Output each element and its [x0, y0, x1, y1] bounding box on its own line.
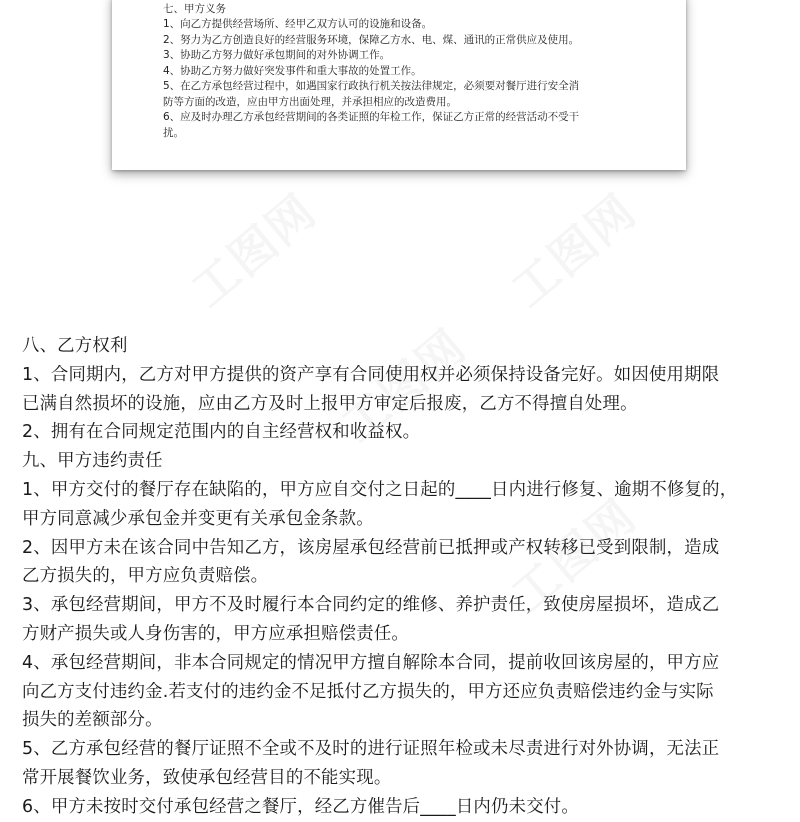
body-line: 2、拥有在合同规定范围内的自主经营权和收益权。 — [22, 422, 421, 443]
watermark: 工图网 — [501, 183, 647, 318]
preview-line: 4、协助乙方努力做好突发事件和重大事故的处置工作。 — [163, 64, 422, 77]
body-line: 已满自然损坏的设施，应由乙方及时上报甲方审定后报废，乙方不得擅自处理。 — [22, 393, 638, 414]
preview-line: 6、应及时办理乙方承包经营期间的各类证照的年检工作，保证乙方正常的经营活动不受干 — [163, 111, 580, 123]
body-line: 乙方损失的，甲方应负责赔偿。 — [22, 566, 269, 587]
section-heading: 九、甲方违约责任 — [22, 451, 163, 472]
preview-line: 七、甲方义务 — [163, 2, 226, 15]
preview-line: 5、在乙方承包经营过程中，如遇国家行政执行机关按法律规定，必须要对餐厅进行安全消 — [163, 80, 580, 92]
preview-line: 3、协助乙方努力做好承包期间的对外协调工作。 — [163, 49, 391, 61]
body-line: 5、乙方承包经营的餐厅证照不全或不及时的进行证照年检或未尽责进行对外协调，无法正 — [22, 739, 720, 760]
preview-line: 防等方面的改造，应由甲方出面处理，并承担相应的改造费用。 — [163, 95, 457, 108]
document-body — [22, 332, 792, 822]
body-line: 甲方同意减少承包金并变更有关承包金条款。 — [22, 508, 374, 529]
body-line: 4、承包经营期间，非本合同规定的情况甲方擅自解除本合同，提前收回该房屋的，甲方应 — [22, 652, 720, 673]
preview-page — [112, 0, 686, 170]
watermark: 工图网 — [181, 183, 327, 318]
body-line: 损失的差额部分。 — [22, 710, 163, 731]
preview-line: 扰。 — [163, 126, 184, 139]
body-line: 3、承包经营期间，甲方不及时履行本合同约定的维修、养护责任，致使房屋损坏，造成乙 — [22, 595, 720, 616]
body-line: 向乙方支付违约金.若支付的违约金不足抵付乙方损失的，甲方还应负责赔偿违约金与实际 — [22, 681, 714, 702]
body-line: 常开展餐饮业务，致使承包经营目的不能实现。 — [22, 767, 392, 788]
body-line: 1、甲方交付的餐厅存在缺陷的，甲方应自交付之日起的____日内进行修复、逾期不修复的， — [22, 479, 738, 500]
body-line: 2、因甲方未在该合同中告知乙方，该房屋承包经营前已抵押或产权转移已受到限制，造成 — [22, 537, 720, 558]
body-line: 6、甲方未按时交付承包经营之餐厅，经乙方催告后____日内仍未交付。 — [22, 796, 579, 817]
preview-text — [163, 0, 668, 141]
section-heading: 八、乙方权利 — [22, 336, 128, 356]
preview-line: 2、努力为乙方创造良好的经营服务环境，保障乙方水、电、煤、通讯的正常供应及使用。 — [163, 33, 580, 46]
body-line: 方财产损失或人身伤害的，甲方应承担赔偿责任。 — [22, 623, 409, 644]
watermark: 工图网 — [501, 488, 647, 623]
body-line: 1、合同期内，乙方对甲方提供的资产享有合同使用权并必须保持设备完好。如因使用期限 — [22, 364, 720, 385]
watermark: 工图网 — [331, 318, 477, 453]
preview-line: 1、向乙方提供经营场所、经甲乙双方认可的设施和设备。 — [163, 18, 433, 30]
